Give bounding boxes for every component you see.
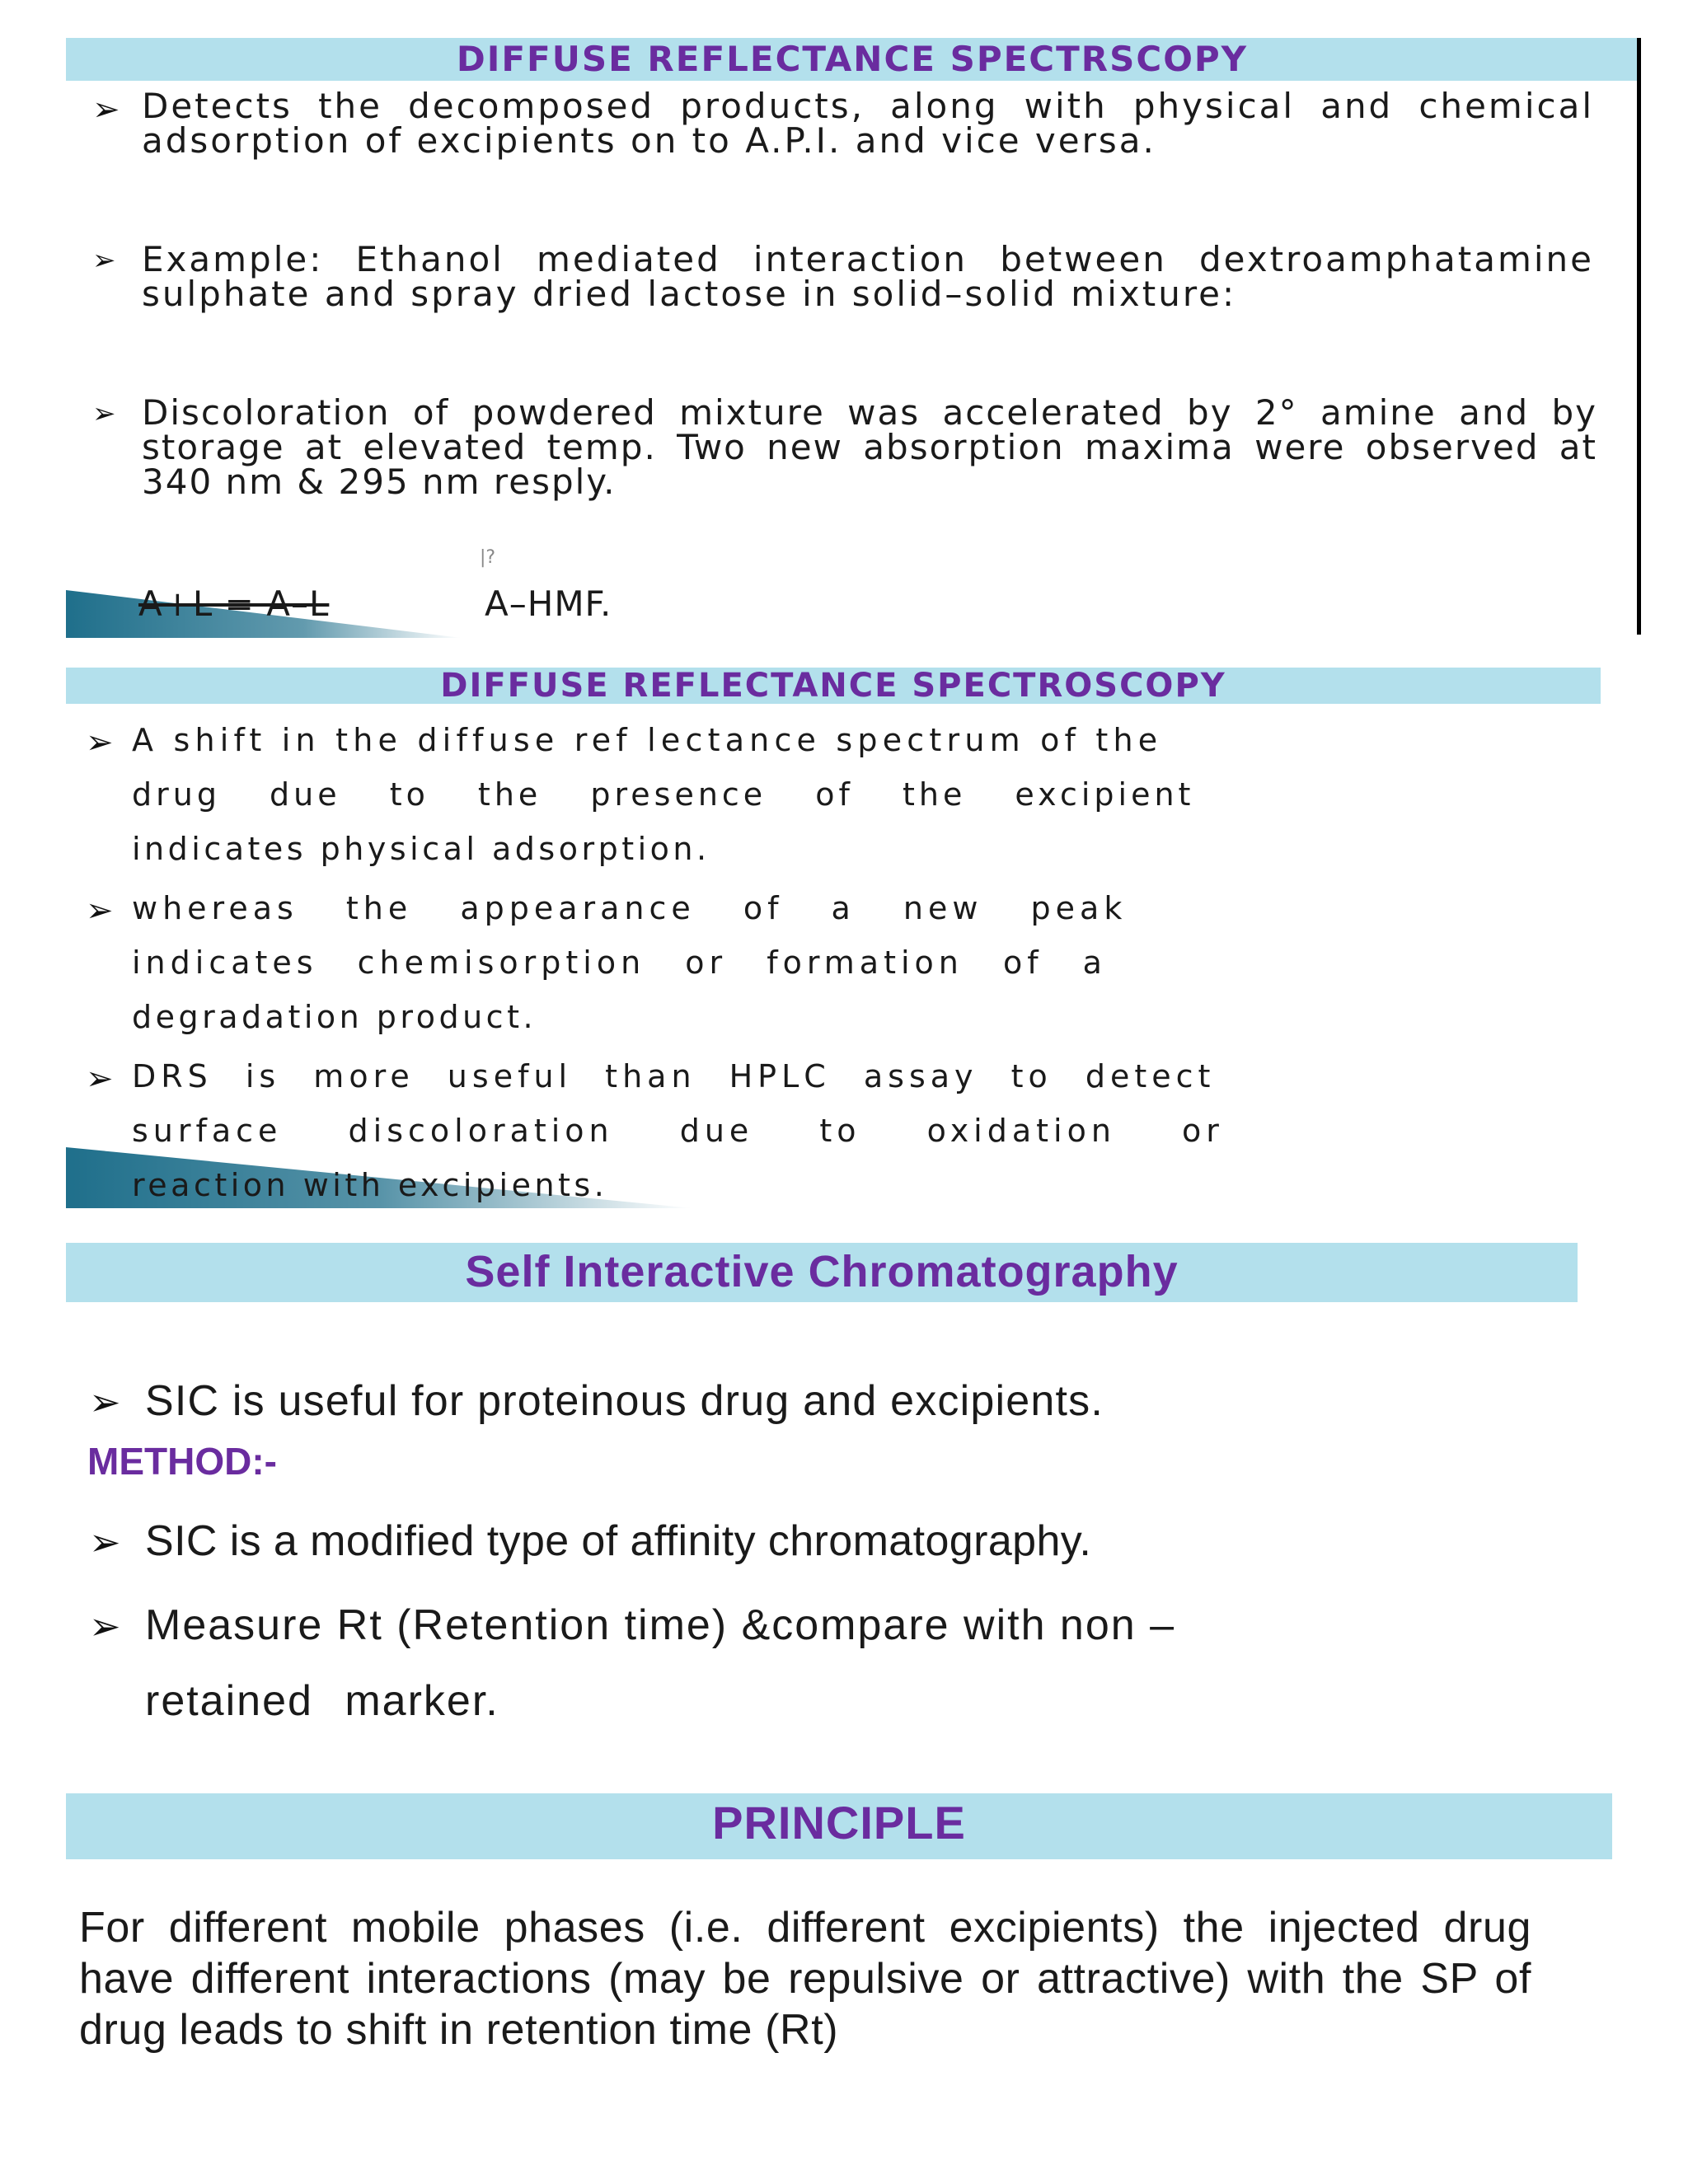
- slide3-title: Self Interactive Chromatography: [465, 1247, 1179, 1296]
- slide2-item-2-line-2: indicates chemisorption or formation of a: [132, 944, 1107, 981]
- bullet-icon: ➢: [92, 397, 116, 430]
- bullet-icon: ➢: [86, 1060, 114, 1098]
- slide1-title: DIFFUSE REFLECTANCE SPECTRSCOPY: [456, 39, 1249, 79]
- slide2-item-1-line-3: indicates physical adsorption.: [132, 831, 710, 867]
- slide4-title-banner: [66, 1793, 1612, 1859]
- slide2-item-3-line-3: reaction with excipients.: [132, 1167, 608, 1203]
- slide3-item-3-line-1: Measure Rt (Retention time) &compare with non –: [145, 1601, 1176, 1649]
- placeholder-glyph: |?: [480, 547, 496, 568]
- slide3-method-label: METHOD:-: [87, 1440, 277, 1483]
- bullet-icon: ➢: [89, 1604, 121, 1648]
- slide3-item-3-line-2: retained marker.: [145, 1677, 499, 1725]
- bullet-icon: ➢: [92, 91, 120, 129]
- bullet-icon: ➢: [92, 244, 116, 277]
- bullet-icon: ➢: [86, 724, 114, 762]
- slide1-equation-left: A+L = A–L: [138, 583, 330, 624]
- bullet-icon: ➢: [89, 1520, 121, 1564]
- slide2-title-banner: [66, 668, 1601, 704]
- slide1-item-1: Detects the decomposed products, along with physical and chemical adsorption of excipients on to A.P.I. and vice versa.: [142, 86, 1594, 161]
- slide2-item-1-line-2: drug due to the presence of the excipient: [132, 776, 1195, 813]
- slide2-item-2-line-3: degradation product.: [132, 999, 537, 1035]
- slide3-item-1: SIC is useful for proteinous drug and excipients.: [145, 1377, 1104, 1425]
- bullet-icon: ➢: [86, 892, 114, 930]
- slide2-item-1-line-1: A shift in the diffuse ref lectance spectrum of the: [132, 722, 1163, 758]
- slide2-title: DIFFUSE REFLECTANCE SPECTROSCOPY: [440, 668, 1226, 704]
- slide1-right-border: [1637, 38, 1641, 635]
- slide2-item-3-line-2: surface discoloration due to oxidation or: [132, 1113, 1224, 1149]
- slide4-title: PRINCIPLE: [712, 1797, 966, 1849]
- slide4-paragraph: For different mobile phases (i.e. different excipients) the injected drug have different interactions (may be repulsive or attractive) with the SP of drug leads to shift in retention time (Rt): [79, 1904, 1531, 2054]
- slide1-item-2: Example: Ethanol mediated interaction between dextroamphatamine sulphate and spray dried lactose in solid–solid mixture:: [142, 239, 1594, 314]
- slide1-item-3: Discoloration of powdered mixture was accelerated by 2° amine and by storage at elevated temp. Two new absorption maxima were observed at 340 nm & 295 nm resply.: [142, 392, 1597, 502]
- slide1-equation-right: A–HMF.: [485, 583, 612, 624]
- slide2-item-3-line-1: DRS is more useful than HPLC assay to detect: [132, 1058, 1216, 1094]
- slide3-title-banner: [66, 1243, 1578, 1302]
- bullet-icon: ➢: [89, 1380, 121, 1424]
- slide2-item-2-line-1: whereas the appearance of a new peak: [132, 890, 1128, 926]
- slide3-item-2: SIC is a modified type of affinity chromatography.: [145, 1517, 1092, 1565]
- slide1-title-banner: [66, 38, 1639, 81]
